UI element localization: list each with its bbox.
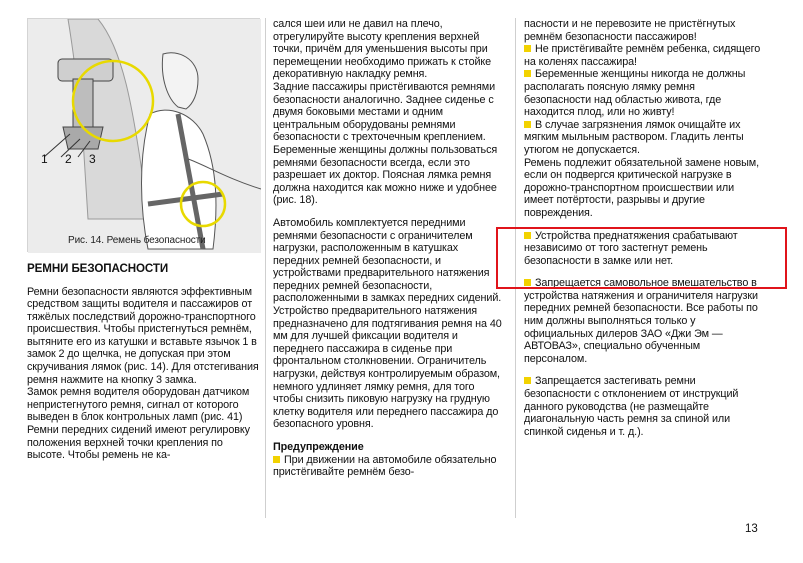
highlight-box bbox=[496, 227, 787, 289]
paragraph: Задние пассажиры пристёгиваются ремнями безопасности аналогично. Заднее сиденье с двумя боковыми местами и одним центральным оборудованы ремнями безопасности с трехточечным креплением. bbox=[273, 80, 496, 144]
bullet-item: В случае загрязнения лямок очищайте их мягким мыльным раствором. Гладить ленты утюгом не допускается. bbox=[524, 118, 744, 156]
bullet-item: Запрещается застегивать ремни безопасности с отклонением от инструкций данного руководства (не размещайте диагональную часть ремня за спиной или спинкой сиденья и т. д.). bbox=[524, 375, 739, 438]
warning-text: При движении на автомобиле обязательно пристёгивайте ремнём безо- bbox=[273, 453, 497, 479]
callout-numbers: 1 2 3 bbox=[41, 152, 103, 166]
bullet-icon bbox=[524, 45, 531, 52]
paragraph: пасности и не перевозите не пристёгнутых ремнём безопасности пассажиров! bbox=[524, 18, 736, 43]
paragraph: Ремни безопасности являются эффективным средством защиты водителя и пассажиров от тяжёлых последствий дорожно-транспортного происшествия. Чтобы пристегнуться ремнём, вытяните его из катушки и вставьте язычок 1 в замок 2 до щелчка, не допуская при этом скручивания лямок (рис. 14). Для отстегивания ремня нажмите на кнопку 3 замка. bbox=[27, 285, 259, 386]
bullet-icon bbox=[524, 377, 531, 384]
bullet-icon bbox=[273, 456, 280, 463]
seatbelt-figure bbox=[27, 18, 260, 252]
paragraph: Беременные женщины должны пользоваться ремнями безопасности всегда, если это разрешает их доктор. Поясная лямка ремня должна находится как можно ниже и удобнее (рис. 18). bbox=[273, 143, 498, 207]
figure-caption: Рис. 14. Ремень безопасности bbox=[68, 235, 206, 246]
bullet-item: Запрещается самовольное вмешательство в устройства натяжения и ограничителя нагрузки передних ремней безопасности. Все работы по ним должны выполняться только у официальных дилеров ЗАО «Джи Эм — АВТОВАЗ», специально обученным персоналом. bbox=[524, 277, 758, 365]
bullet-item: Не пристёгивайте ремнём ребенка, сидящего на коленях пассажира! bbox=[524, 43, 761, 68]
bullet-item: Беременные женщины никогда не должны располагать поясную лямку ремня безопасности над областью живота, где находится плод, или но живту! bbox=[524, 68, 746, 119]
page-number: 13 bbox=[745, 523, 758, 535]
bullet-item: Устройства преднатяжения срабатывают независимо от того застегнут ремень безопасности в замке или нет. bbox=[524, 229, 738, 267]
column-1 bbox=[27, 18, 260, 462]
paragraph: Автомобиль комплектуется передними ремнями безопасности с ограничителем нагрузки, расположенным в катушках передних ремней безопасности, и устройствами предварительного натяжения передних ремней безопасности, расположенными в замках передних сидений. Устройство предварительного натяжения предназначено для подтягивания ремня на 40 мм для лучшей фиксации водителя и переднего пассажира в сиденье при фронтальном столкновении. Ограничитель нагрузки, действуя контролируемым образом, немного удлиняет лямку ремня, для того чтобы снизить пиковую нагрузку на грудную клетку водителя или переднего пассажира до безопасного уровня. bbox=[273, 216, 502, 431]
section-heading: РЕМНИ БЕЗОПАСНОСТИ bbox=[27, 262, 169, 275]
paragraph: Ремень подлежит обязательной замене новым, если он подвергся критической нагрузке в дорожно-транспортном происшествии или имеет потёртости, разрывы и другие повреждения. bbox=[524, 156, 759, 219]
column-divider bbox=[265, 18, 266, 518]
column-2 bbox=[273, 18, 505, 479]
warning-heading: Предупреждение bbox=[273, 441, 364, 453]
bullet-icon bbox=[524, 70, 531, 77]
bullet-icon bbox=[524, 121, 531, 128]
paragraph: сался шеи или не давил на плечо, отрегулируйте высоту крепления верхней точки, причём для уменьшения высоты при перемещении необходимо прижать к стойке декоративную накладку ремня. bbox=[273, 18, 492, 81]
paragraph: Ремни передних сидений имеют регулировку положения верхней точки крепления по высоте. Чтобы ремень не ка- bbox=[27, 424, 250, 462]
seatbelt-illustration bbox=[28, 19, 261, 253]
paragraph: Замок ремня водителя оборудован датчиком непристегнутого ремня, сигнал от которого выведен в блок контрольных ламп (рис. 41) bbox=[27, 386, 250, 424]
